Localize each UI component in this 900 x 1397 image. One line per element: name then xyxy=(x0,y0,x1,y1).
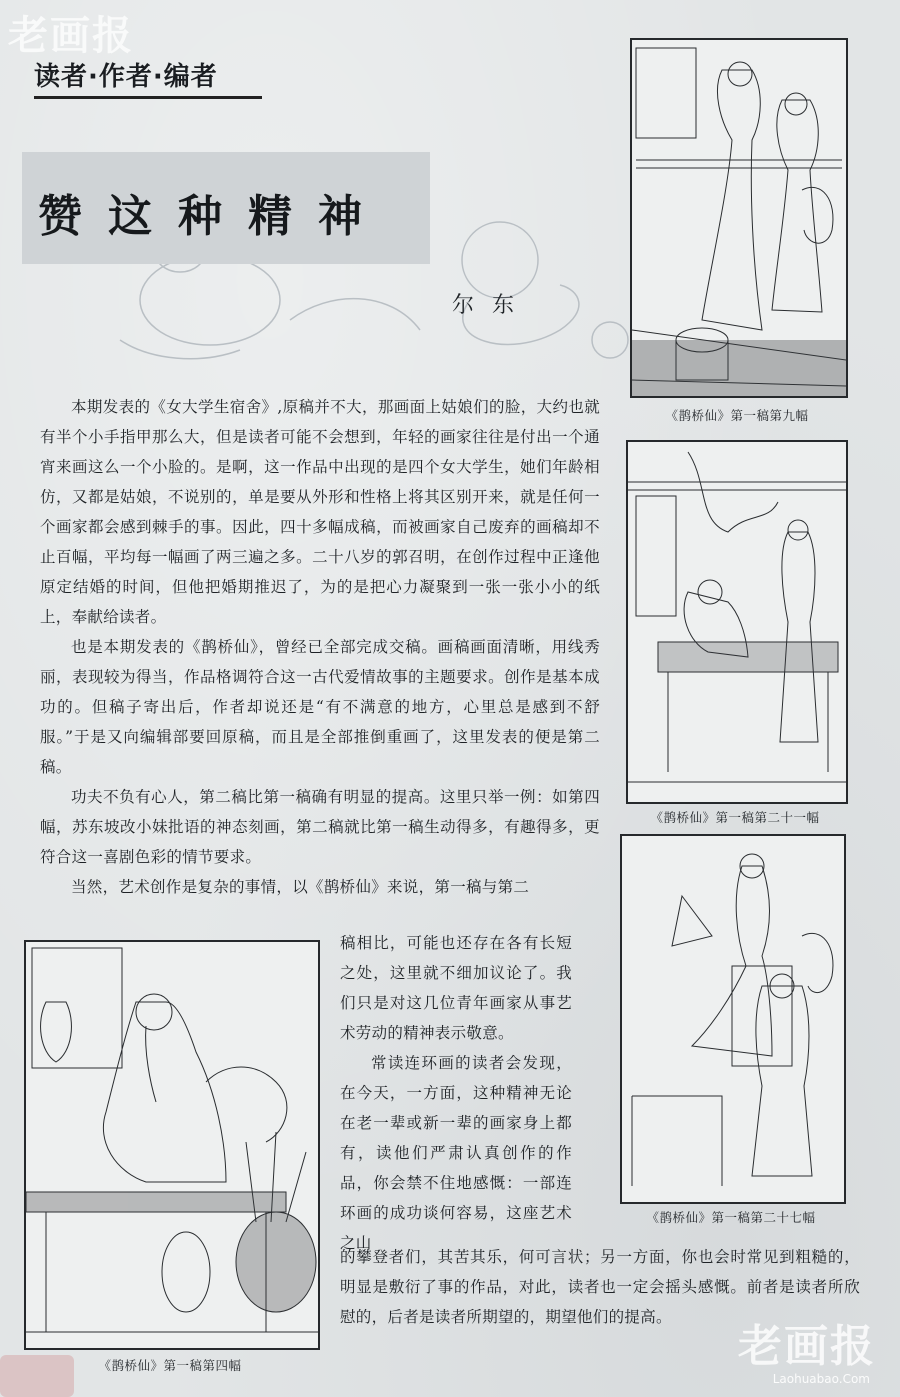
paragraph-2: 也是本期发表的《鹊桥仙》，曾经已全部完成交稿。画稿画面清晰，用线秀丽，表现较为得当，作品格调符合这一古代爱情故事的主题要求。创作是基本成功的。但稿子寄出后，作者却说还是“有不满意的地方，心里总是感到不舒服。”于是又向编辑部要回原稿，而且是全部推倒重画了，这里发表的便是第二稿。 xyxy=(40,638,600,776)
illustration-twenty-first xyxy=(626,440,848,804)
illustration-twenty-seventh-drawing xyxy=(622,836,844,1202)
library-stamp xyxy=(0,1355,74,1397)
caption-twenty-first: 《鹊桥仙》第一稿第二十一幅 xyxy=(650,810,820,825)
watermark-url: Laohuabao.Com xyxy=(772,1372,870,1386)
illustration-fourth-drawing xyxy=(26,942,318,1348)
paragraph-1: 本期发表的《女大学生宿舍》,原稿并不大，那画面上姑娘们的脸，大约也就有半个小手指甲那么大，但是读者可能不会想到，年轻的画家往往是付出一个通宵来画这么一个小脸的。是啊，这一作品中出现的是四个女大学生，她们年龄相仿，又都是姑娘，不说别的，单是要从外形和性格上将其区别开来，就是任何一个画家都会感到棘手的事。因此，四十多幅成稿，而被画家自己废弃的画稿却不止百幅，平均每一幅画了两三遍之多。二十八岁的郭召明，在创作过程中正逢他原定结婚的时间，但他把婚期推迟了，为的是把心力凝聚到一张一张小小的纸上，奉献给读者。 xyxy=(40,398,600,626)
caption-twenty-seventh: 《鹊桥仙》第一稿第二十七幅 xyxy=(646,1210,816,1225)
paragraph-4: 当然，艺术创作是复杂的事情，以《鹊桥仙》来说，第一稿与第二 xyxy=(71,878,530,896)
column-heading-rule xyxy=(34,96,262,99)
watermark-bottom: 老画报 xyxy=(738,1321,876,1372)
article-body xyxy=(40,392,600,902)
paragraph-5: 常读连环画的读者会发现，在今天，一方面，这种精神无论在老一辈或新一辈的画家身上都有，读他们严肃认真创作的作品，你会禁不住地感慨：一部连环画的成功谈何容易，这座艺术之山 xyxy=(340,1054,572,1252)
illustration-twenty-seventh xyxy=(620,834,846,1204)
column-heading: 读者·作者·编者 xyxy=(34,62,218,92)
article-body-wrapped xyxy=(340,928,572,1258)
paragraph-4-continued: 稿相比，可能也还存在各有长短之处，这里就不细加议论了。我们只是对这几位青年画家从事艺术劳动的精神表示敬意。 xyxy=(340,934,572,1042)
paragraph-3: 功夫不负有心人，第二稿比第一稿确有明显的提高。这里只举一例：如第四幅，苏东坡改小妹批语的神态刻画，第二稿就比第一稿生动得多，有趣得多，更符合这一喜剧色彩的情节要求。 xyxy=(40,788,600,866)
paragraph-5-continued: 的攀登者们，其苦其乐，何可言状；另一方面，你也会时常见到粗糙的，明显是敷衍了事的作品，对此，读者也一定会摇头感慨。前者是读者所欣慰的，后者是读者所期望的，期望他们的提高。 xyxy=(340,1248,860,1326)
illustration-ninth-drawing xyxy=(632,40,846,396)
article-author: 尔东 xyxy=(452,293,533,318)
article-title: 赞这种精神 xyxy=(38,191,388,242)
illustration-fourth xyxy=(24,940,320,1350)
illustration-twenty-first-drawing xyxy=(628,442,846,802)
caption-fourth: 《鹊桥仙》第一稿第四幅 xyxy=(98,1358,242,1373)
watermark-top: 老画报 xyxy=(8,13,134,59)
caption-ninth: 《鹊桥仙》第一稿第九幅 xyxy=(665,408,809,423)
illustration-ninth xyxy=(630,38,848,398)
